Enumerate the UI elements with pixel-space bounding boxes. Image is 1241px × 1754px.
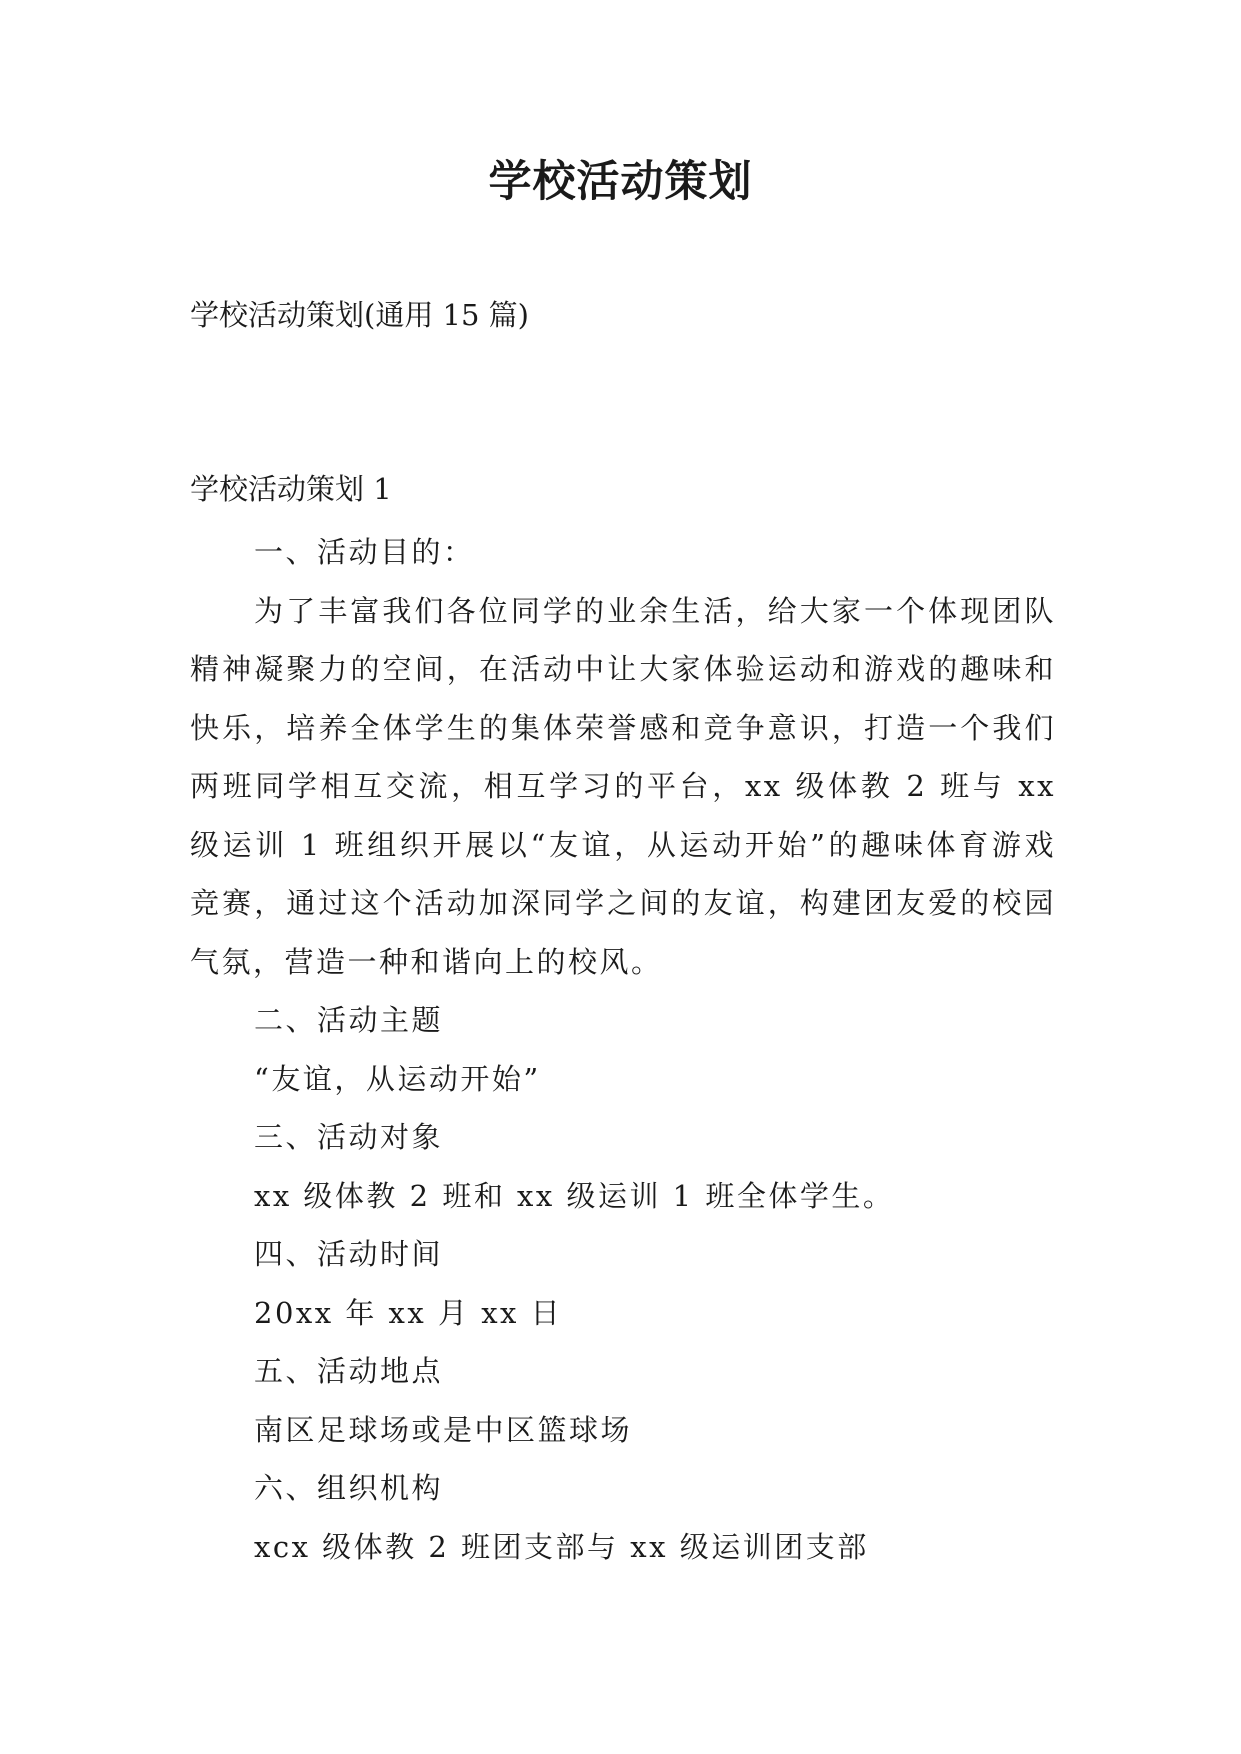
paragraph-purpose: 为了丰富我们各位同学的业余生活，给大家一个体现团队精神凝聚力的空间，在活动中让大家体验运动和游戏的趣味和快乐，培养全体学生的集体荣誉感和竞争意识，打造一个我们两班同学相互交流，相互学习的平台，xx 级体教 2 班与 xx 级运训 1 班组织开展以“友谊，从运动开始”的趣味体育游戏竞赛，通过这个活动加深同学之间的友谊，构建团友爱的校园气氛，营造一种和谐向上的校风。 — [190, 593, 1056, 979]
heading-audience: 三、活动对象 — [254, 1120, 444, 1154]
document-body — [190, 523, 1056, 1576]
document-subtitle: 学校活动策划(通用 15 篇) — [190, 298, 529, 332]
text-time: 20xx 年 xx 月 xx 日 — [254, 1295, 563, 1330]
document-title: 学校活动策划 — [488, 157, 753, 207]
heading-time: 四、活动时间 — [254, 1237, 444, 1271]
text-organization: xcx 级体教 2 班团支部与 xx 级运训团支部 — [254, 1529, 869, 1564]
text-theme: “友谊，从运动开始” — [254, 1061, 541, 1096]
heading-purpose: 一、活动目的： — [254, 535, 475, 569]
heading-organization: 六、组织机构 — [254, 1471, 444, 1505]
heading-theme: 二、活动主题 — [254, 1003, 444, 1037]
text-audience: xx 级体教 2 班和 xx 级运训 1 班全体学生。 — [254, 1178, 895, 1213]
text-location: 南区足球场或是中区篮球场 — [254, 1412, 633, 1447]
section-heading: 学校活动策划 1 — [190, 472, 392, 506]
heading-location: 五、活动地点 — [254, 1354, 444, 1388]
